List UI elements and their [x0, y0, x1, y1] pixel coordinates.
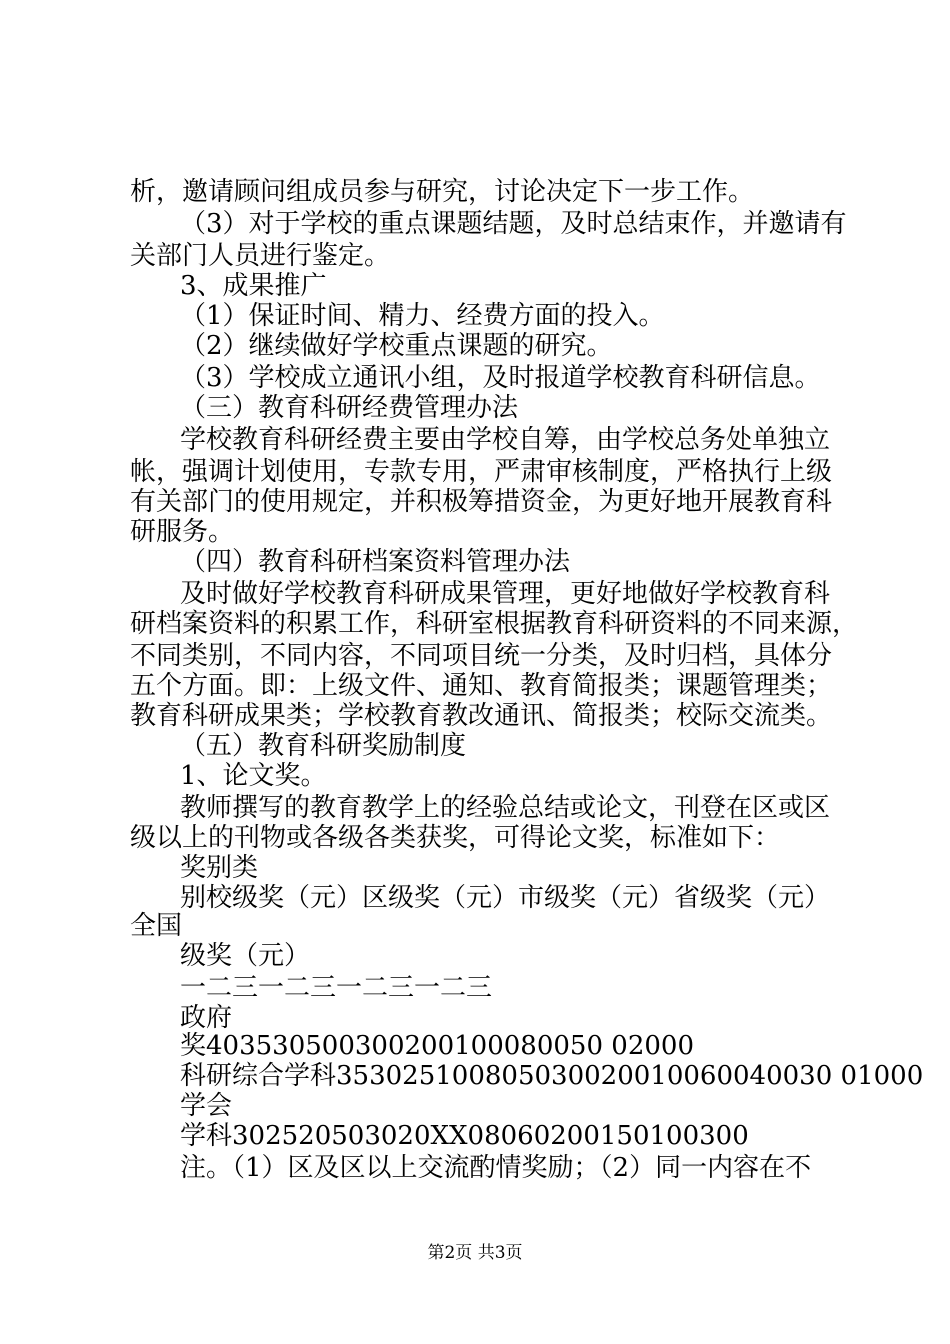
text-line: 教育科研成果类；学校教育教改通讯、简报类；校际交流类。 [130, 701, 833, 731]
text-line: （1）保证时间、精力、经费方面的投入。 [180, 301, 665, 331]
text-line: 教师撰写的教育教学上的经验总结或论文，刊登在区或区 [180, 793, 831, 823]
table-text-line: 别校级奖（元）区级奖（元）市级奖（元）省级奖（元） [180, 883, 831, 913]
text-line: 五个方面。即：上级文件、通知、教育简报类；课题管理类； [130, 671, 833, 701]
table-text-line: 学会 [180, 1091, 233, 1121]
text-line: 帐，强调计划使用，专款专用，严肃审核制度，严格执行上级 [130, 457, 833, 487]
table-text-line: 政府 [180, 1003, 233, 1033]
text-line: 1、论文奖。 [180, 761, 327, 791]
text-line: （3）学校成立通讯小组，及时报道学校教育科研信息。 [180, 363, 821, 393]
section-heading: （三）教育科研经费管理办法 [180, 393, 519, 423]
section-heading: （四）教育科研档案资料管理办法 [180, 547, 571, 577]
text-line: （3）对于学校的重点课题结题，及时总结束作，并邀请有 [180, 209, 847, 239]
text-line: 不同类别，不同内容，不同项目统一分类，及时归档，具体分 [130, 641, 833, 671]
text-line: 有关部门的使用规定，并积极筹措资金，为更好地开展教育科 [130, 487, 833, 517]
page-number-footer: 第2页 共3页 [427, 1243, 523, 1263]
text-line: 研服务。 [130, 517, 235, 547]
text-line: 级以上的刊物或各级各类获奖，可得论文奖，标准如下： [130, 823, 781, 853]
table-text-line: 奖403530500300200100080050 02000 [180, 1031, 694, 1061]
text-line: 研档案资料的积累工作，科研室根据教育科研资料的不同来源， [130, 609, 859, 639]
table-text-line: 一二三一二三一二三一二三 [180, 973, 493, 1003]
section-heading: （五）教育科研奖励制度 [180, 731, 467, 761]
table-text-line: 科研综合学科353025100805030020010060040030 01000 [180, 1061, 924, 1091]
text-line: 学校教育科研经费主要由学校自筹，由学校总务处单独立 [180, 425, 831, 455]
text-line: 注。（1）区及区以上交流酌情奖励；（2）同一内容在不 [180, 1153, 812, 1183]
text-line: 关部门人员进行鉴定。 [130, 241, 391, 271]
text-line: （2）继续做好学校重点课题的研究。 [180, 331, 613, 361]
table-text-line: 学科302520503020XX08060200150100300 [180, 1121, 749, 1151]
text-line: 及时做好学校教育科研成果管理，更好地做好学校教育科 [180, 579, 831, 609]
table-text-line: 全国 [130, 911, 183, 941]
text-line: 析，邀请顾问组成员参与研究，讨论决定下一步工作。 [130, 177, 755, 207]
section-heading: 3、成果推广 [180, 271, 327, 301]
table-text-line: 级奖（元） [180, 941, 311, 971]
table-text-line: 奖别类 [180, 853, 259, 883]
